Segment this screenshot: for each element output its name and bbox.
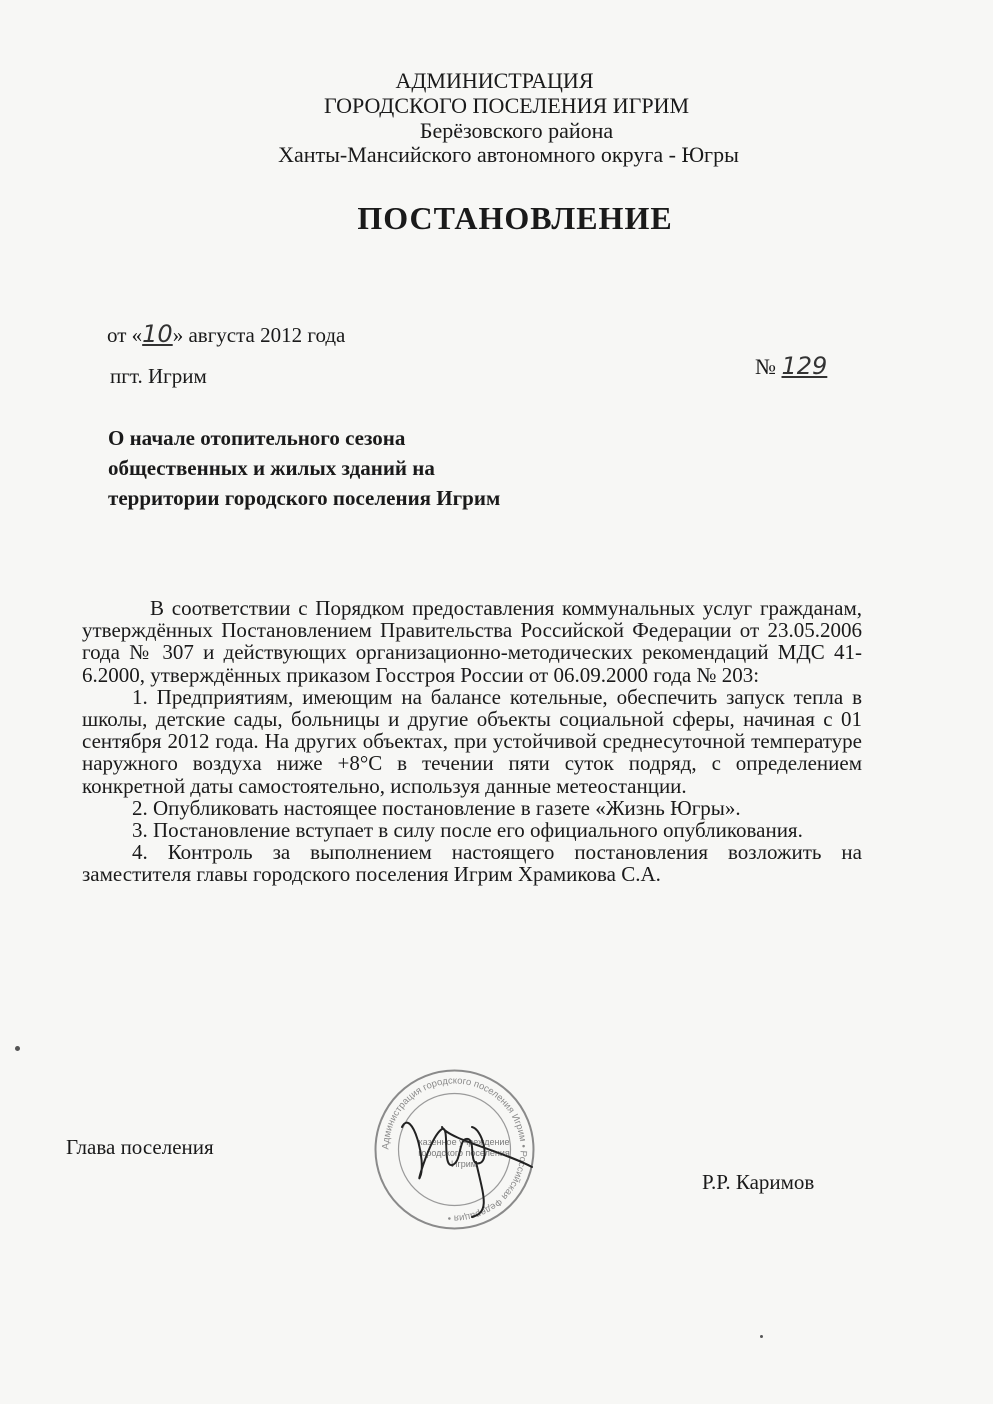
subject-line: О начале отопительного сезона — [108, 426, 406, 450]
document-place: пгт. Игрим — [110, 364, 207, 388]
subject-line: территории городского поселения Игрим — [108, 486, 501, 510]
signer-name: Р.Р. Каримов — [702, 1170, 815, 1194]
document-number — [755, 352, 852, 380]
document-subject — [108, 423, 500, 513]
seal-center-line: казенное учреждение — [418, 1137, 510, 1147]
header-settlement: ГОРОДСКОГО ПОСЕЛЕНИЯ ИГРИМ — [323, 93, 690, 118]
scan-speck — [760, 1335, 763, 1338]
signer-position: Глава поселения — [66, 1135, 214, 1159]
body-item-2: 2. Опубликовать настоящее постановление в газете «Жизнь Югры». — [132, 795, 741, 820]
number-label: № — [755, 354, 776, 379]
header-region: Ханты-Мансийского автономного округа - Югры — [278, 142, 739, 167]
official-seal-with-signature — [372, 1067, 537, 1232]
body-item-1: 1. Предприятиям, имеющим на балансе котельные, обеспечить запуск тепла в школы, детские сады, больницы и другие объекты социальной сферы, начиная с 01 сентября 2012 года. На других объектах, при устойчивой среднесуточной температуре наружного воздуха ниже +8°С в течении пяти суток подряд, с определением конкретной даты самостоятельно, используя данные метеостанции. — [82, 684, 862, 798]
date-day-handwritten: 10 — [142, 320, 173, 348]
scan-speck — [15, 1046, 20, 1051]
document-body — [82, 597, 862, 886]
document-date — [107, 320, 345, 348]
subject-line: общественных и жилых зданий на — [108, 456, 435, 480]
date-suffix: » августа 2012 года — [172, 323, 346, 347]
body-item-3: 3. Постановление вступает в силу после его официального опубликования. — [132, 818, 803, 843]
header-district: Берёзовского района — [419, 118, 614, 143]
seal-center-line: городского поселения — [418, 1148, 510, 1158]
date-prefix: от « — [107, 323, 143, 347]
body-preamble: В соответствии с Порядком предоставления коммунальных услуг гражданам, утверждённых Постановлением Правительства Российской Федерации от 23.05.2006 года № 307 и действующих организационно-методических рекомендаций МДС 41-6.2000, утверждённых приказом Госстроя России от 06.09.2000 года № 203: — [82, 596, 862, 687]
number-value-handwritten: 129 — [781, 352, 828, 380]
body-item-4: 4. Контроль за выполнением настоящего постановления возложить на заместителя главы городского поселения Игрим Храмикова С.А. — [82, 840, 862, 887]
seal-ring-text: Администрация городского поселения Игрим • Российская Федерация • — [380, 1075, 529, 1224]
header-organization: АДМИНИСТРАЦИЯ — [395, 68, 594, 93]
seal-center-line: Игрим — [451, 1159, 477, 1169]
document-type-title: ПОСТАНОВЛЕНИЕ — [357, 200, 673, 236]
